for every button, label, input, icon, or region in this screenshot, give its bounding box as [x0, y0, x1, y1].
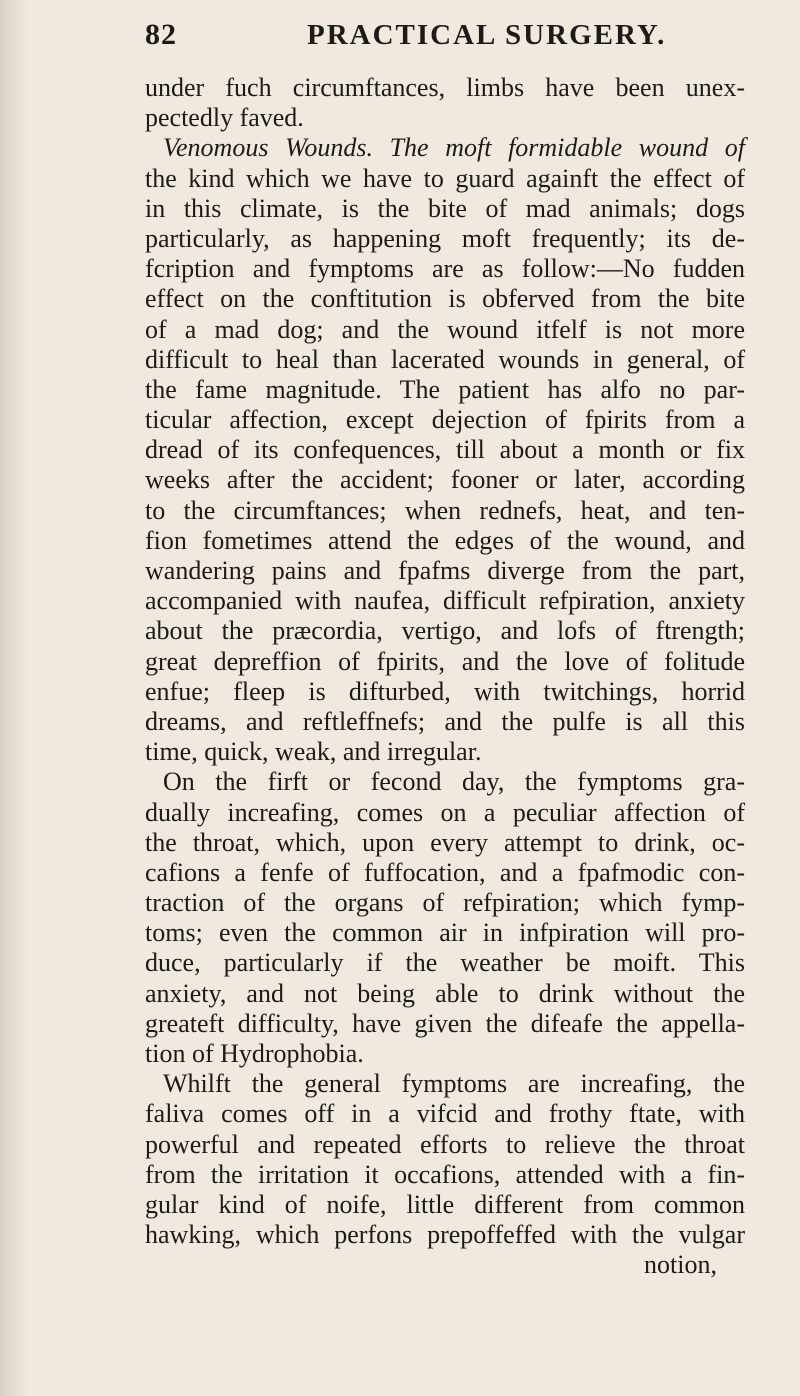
text-line: faliva comes off in a vifcid and frothy ftate, with	[145, 1099, 745, 1129]
text-line: Whilft the general fymptoms are increafing, the	[163, 1069, 745, 1099]
text-line: wandering pains and fpafms diverge from the part,	[145, 556, 745, 585]
text-line: the kind which we have to guard againft the effect of	[145, 163, 745, 193]
text-line: from the irritation it occafions, attended with a fin-	[145, 1159, 745, 1189]
text-line: effect on the conftitution is obferved from the bite	[145, 284, 745, 314]
text-line: under fuch circumftances, limbs have been unex-	[145, 73, 745, 102]
text-line: On the firft or fecond day, the fymptoms gra-	[163, 767, 745, 797]
text-line: ticular affection, except dejection of fpirits from a	[145, 405, 745, 435]
text-line: greateft difficulty, have given the difeafe the appella-	[145, 1008, 745, 1038]
text-line: particularly, as happening moft frequently; its de-	[145, 223, 745, 253]
text-line: weeks after the accident; fooner or later, according	[145, 465, 745, 495]
text-line: great depreffion of fpirits, and the love of folitude	[145, 646, 745, 676]
text-line: dread of its confequences, till about a month or fix	[145, 435, 745, 465]
text-line: accompanied with naufea, difficult refpiration, anxiety	[145, 586, 745, 616]
text-line: about the præcordia, vertigo, and lofs of ftrength;	[145, 616, 745, 646]
text-line: difficult to heal than lacerated wounds in general, of	[145, 344, 745, 374]
text-line: dreams, and reftleffnefs; and the pulfe is all this	[145, 706, 745, 736]
text-line: gular kind of noife, little different from common	[145, 1189, 745, 1219]
text-line: toms; even the common air in infpiration will pro-	[145, 918, 745, 948]
body-text	[145, 73, 745, 1281]
text-line: in this climate, is the bite of mad animals; dogs	[145, 193, 745, 223]
text-line: cafions a fenfe of fuffocation, and a fpafmodic con-	[145, 857, 745, 887]
text-line: fcription and fymptoms are as follow:—No fudden	[145, 254, 745, 284]
text-line: Venomous Wounds. The moft formidable wound of	[163, 133, 745, 163]
text-line: tion of Hydrophobia.	[145, 1039, 364, 1068]
text-line: anxiety, and not being able to drink without the	[145, 978, 745, 1008]
catchword: notion,	[644, 1250, 717, 1280]
text-line: hawking, which perfons prepoffeffed with the vulgar	[145, 1220, 745, 1250]
text-line: pectedly faved.	[145, 103, 304, 133]
text-line: the throat, which, upon every attempt to drink, oc-	[145, 827, 745, 857]
text-line: fion fometimes attend the edges of the wound, and	[145, 525, 745, 555]
text-line: to the circumftances; when rednefs, heat, and ten-	[145, 495, 745, 525]
page-edge-shadow	[0, 0, 28, 1396]
page-number: 82	[145, 18, 177, 51]
text-line: powerful and repeated efforts to relieve the throat	[145, 1129, 745, 1159]
text-line: the fame magnitude. The patient has alfo no par-	[145, 374, 745, 404]
text-line: of a mad dog; and the wound itfelf is not more	[145, 314, 745, 344]
running-head: PRACTICAL SURGERY.	[307, 19, 667, 51]
page-header	[145, 10, 745, 50]
text-line: time, quick, weak, and irregular.	[145, 737, 482, 767]
text-line: dually increafing, comes on a peculiar affection of	[145, 797, 745, 827]
text-line: enfue; fleep is difturbed, with twitchings, horrid	[145, 676, 745, 706]
text-line: duce, particularly if the weather be moift. This	[145, 948, 745, 978]
text-line: traction of the organs of refpiration; which fymp-	[145, 888, 745, 918]
